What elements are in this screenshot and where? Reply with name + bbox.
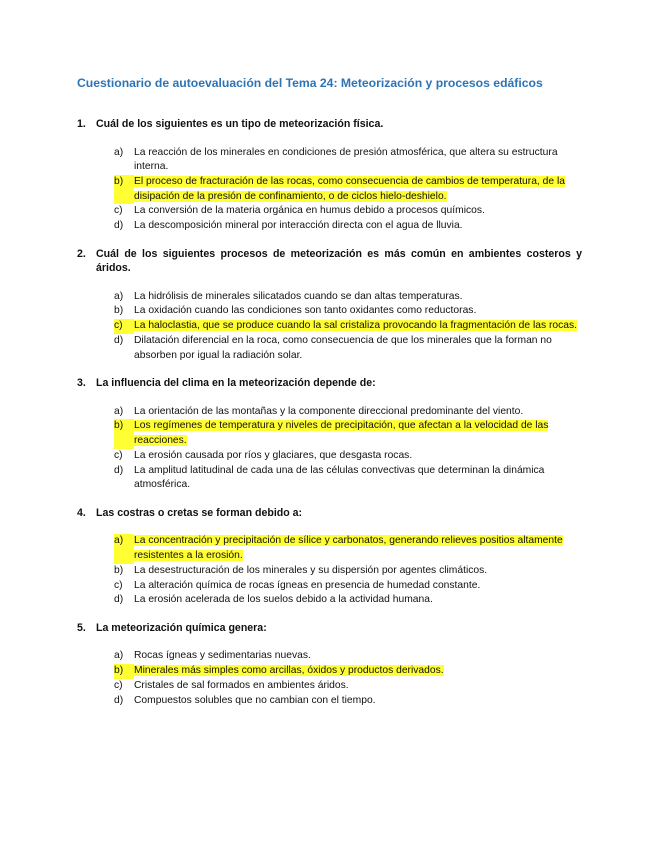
option-letter: a) xyxy=(114,534,134,563)
option xyxy=(114,694,582,709)
option-letter: c) xyxy=(114,449,123,461)
option-letter: b) xyxy=(114,664,134,679)
option-correct xyxy=(114,534,582,563)
option-letter: c) xyxy=(114,319,134,334)
option-text-wrapper xyxy=(134,464,582,493)
question-3 xyxy=(77,376,582,493)
option-list xyxy=(77,146,582,234)
option-letter: a) xyxy=(114,650,124,662)
question-number: 5. xyxy=(77,621,86,634)
option-text: La reacción de los minerales en condiciones de presión atmosférica, que altera su estructura interna. xyxy=(134,146,558,173)
question-heading xyxy=(77,621,582,636)
option-text-wrapper xyxy=(134,204,582,219)
highlighted-answer-text: La concentración y precipitación de sílice y carbonatos, generando relieves positios altamente resistentes a la erosión. xyxy=(134,535,563,562)
option-text: La erosión causada por ríos y glaciares, que desgasta rocas. xyxy=(134,449,413,461)
option-text: La amplitud latitudinal de cada una de las células convectivas que determinan la dinámica atmosférica. xyxy=(134,464,545,491)
option-letter: b) xyxy=(114,419,134,448)
option-correct xyxy=(114,419,582,448)
option xyxy=(114,304,582,319)
option-text-wrapper xyxy=(134,146,582,175)
option-text-wrapper xyxy=(134,449,582,464)
option-text: La erosión acelerada de los suelos debido a la actividad humana. xyxy=(134,594,433,606)
option-letter: d) xyxy=(114,464,124,476)
option-text: La conversión de la materia orgánica en humus debido a procesos químicos. xyxy=(134,205,485,217)
question-number: 3. xyxy=(77,377,86,390)
option-text-wrapper xyxy=(134,405,582,420)
highlighted-answer-text: La haloclastia, que se produce cuando la sal cristaliza provocando la fragmentación de las rocas. xyxy=(134,320,578,332)
question-2 xyxy=(77,247,582,364)
option-list xyxy=(77,290,582,364)
option-text: La orientación de las montañas y la componente direccional predominante del viento. xyxy=(134,405,524,417)
highlighted-answer-text: Minerales más simples como arcillas, óxidos y productos derivados. xyxy=(134,665,444,677)
option-text: La alteración química de rocas ígneas en presencia de humedad constante. xyxy=(134,579,481,591)
option-list xyxy=(77,649,582,708)
option-text-wrapper xyxy=(134,290,582,305)
highlighted-answer-text: El proceso de fracturación de las rocas, como consecuencia de cambios de temperatura, de la disipación de la presión de confinamiento, o de ciclos hielo-deshielo. xyxy=(134,175,565,202)
option-text-wrapper xyxy=(134,579,582,594)
option-text-wrapper xyxy=(134,319,582,334)
option-correct xyxy=(114,319,582,334)
option xyxy=(114,593,582,608)
option xyxy=(114,290,582,305)
option-letter: a) xyxy=(114,290,124,302)
question-text: La influencia del clima en la meteorización depende de: xyxy=(96,377,376,390)
option-text: La descomposición mineral por interacción directa con el agua de lluvia. xyxy=(134,220,463,232)
option-letter: a) xyxy=(114,146,124,158)
question-4 xyxy=(77,506,582,608)
option-text-wrapper xyxy=(134,304,582,319)
option-text-wrapper xyxy=(134,679,582,694)
option xyxy=(114,405,582,420)
option-text: Dilatación diferencial en la roca, como consecuencia de que los minerales que la forman no absorben por igual la radiación solar. xyxy=(134,334,552,361)
option xyxy=(114,564,582,579)
question-1 xyxy=(77,117,582,234)
option-letter: b) xyxy=(114,175,134,204)
option-text-wrapper xyxy=(134,334,582,363)
option-text: La hidrólisis de minerales silicatados cuando se dan altas temperaturas. xyxy=(134,290,463,302)
option-letter: c) xyxy=(114,579,123,591)
option-text-wrapper xyxy=(134,219,582,234)
question-number: 4. xyxy=(77,506,86,519)
option-letter: d) xyxy=(114,694,124,706)
question-heading xyxy=(77,506,582,521)
highlighted-answer-text: Los regímenes de temperatura y niveles de precipitación, que afectan a la velocidad de las reacciones. xyxy=(134,420,549,447)
option-text-wrapper xyxy=(134,593,582,608)
option-text: La oxidación cuando las condiciones son tanto oxidantes como reductoras. xyxy=(134,305,477,317)
question-text: Cuál de los siguientes procesos de meteorización es más común en ambientes costeros y áridos. xyxy=(96,247,582,275)
option-text-wrapper xyxy=(134,664,582,679)
option-letter: d) xyxy=(114,220,124,232)
question-text: La meteorización química genera: xyxy=(96,621,267,634)
option xyxy=(114,579,582,594)
option-letter: b) xyxy=(114,564,124,576)
option xyxy=(114,464,582,493)
option-letter: b) xyxy=(114,305,124,317)
option-text-wrapper xyxy=(134,534,582,563)
option-text: Compuestos solubles que no cambian con el tiempo. xyxy=(134,694,376,706)
option-letter: d) xyxy=(114,594,124,606)
option-letter: a) xyxy=(114,405,124,417)
option-text: Rocas ígneas y sedimentarias nuevas. xyxy=(134,650,311,662)
question-number: 2. xyxy=(77,247,86,260)
option-text: Cristales de sal formados en ambientes áridos. xyxy=(134,679,349,691)
question-heading xyxy=(77,117,582,132)
option xyxy=(114,204,582,219)
option xyxy=(114,649,582,664)
option-letter: c) xyxy=(114,679,123,691)
option-letter: c) xyxy=(114,205,123,217)
option-text-wrapper xyxy=(134,175,582,204)
option-list xyxy=(77,534,582,608)
option xyxy=(114,219,582,234)
option xyxy=(114,449,582,464)
option-text-wrapper xyxy=(134,694,582,709)
question-number: 1. xyxy=(77,118,86,130)
option-text-wrapper xyxy=(134,564,582,579)
option-text: La desestructuración de los minerales y su dispersión por agentes climáticos. xyxy=(134,564,488,576)
option-correct xyxy=(114,664,582,679)
document-title: Cuestionario de autoevaluación del Tema 24: Meteorización y procesos edáficos xyxy=(77,76,543,90)
option xyxy=(114,146,582,175)
question-heading xyxy=(77,376,582,391)
option xyxy=(114,334,582,363)
question-5 xyxy=(77,621,582,708)
question-text: Cuál de los siguientes es un tipo de meteorización física. xyxy=(96,118,384,130)
option-text-wrapper xyxy=(134,419,582,448)
option xyxy=(114,679,582,694)
option-list xyxy=(77,405,582,493)
option-text-wrapper xyxy=(134,649,582,664)
option-correct xyxy=(114,175,582,204)
question-text: Las costras o cretas se forman debido a: xyxy=(96,506,303,519)
option-letter: d) xyxy=(114,334,124,346)
question-heading xyxy=(77,247,582,276)
question-list xyxy=(77,117,582,721)
